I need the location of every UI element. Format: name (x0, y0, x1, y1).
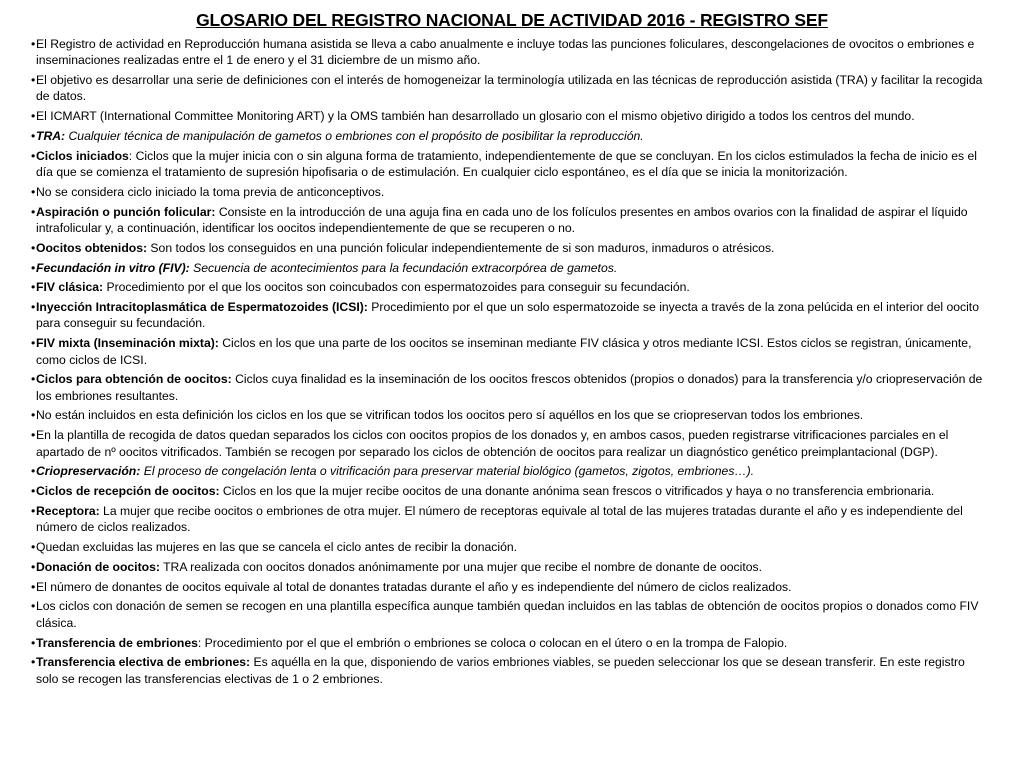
glossary-term: Receptora: (36, 503, 100, 518)
glossary-definition: Procedimiento por el que un solo espermatozoide se inyecta a través de la zona pelúcida en el interior del oocito para conseguir su fecundación. (36, 300, 979, 331)
bullet-icon: • (31, 428, 36, 443)
bullet-icon: • (31, 464, 36, 479)
glossary-item (31, 654, 988, 687)
glossary-term: Fecundación in vitro (FIV): (36, 260, 190, 275)
glossary-definition: El objetivo es desarrollar una serie de definiciones con el interés de homogeneizar la terminología utilizada en las técnicas de reproducción asistida (TRA) y facilitar la recogida de datos. (36, 73, 983, 104)
bullet-icon: • (31, 184, 36, 199)
glossary-definition: Procedimiento por el que los oocitos son coincubados con espermatozoides para conseguir su fecundación. (103, 280, 690, 295)
glossary-item (31, 371, 988, 404)
bullet-icon: • (31, 73, 36, 88)
bullet-icon: • (31, 579, 36, 594)
glossary-item (31, 108, 988, 124)
glossary-definition: Consiste en la introducción de una aguja fina en cada uno de los folículos presentes en ambos ovarios con la finalidad de aspirar el líquido intrafolicular y, a continuación, identificar los oocitos independientemente de que se recuperen o no. (36, 204, 968, 235)
glossary-item (31, 279, 988, 295)
glossary-item (31, 635, 988, 651)
glossary-definition: El ICMART (International Committee Monitoring ART) y la OMS también han desarrollado un glosario con el mismo objetivo dirigido a todos los centros del mundo. (36, 109, 915, 124)
glossary-definition: TRA realizada con oocitos donados anónimamente por una mujer que recibe el nombre de donante de oocitos. (159, 559, 763, 574)
glossary-definition: : Ciclos que la mujer inicia con o sin alguna forma de tratamiento, independientemente de que se concluyan. En los ciclos estimulados la fecha de inicio es el día que se comienza el tratamiento de supresión hipofisaria o de estimulación. En cualquier ciclo espontáneo, es el día que se inicia la monitorización. (36, 148, 977, 180)
bullet-icon: • (31, 599, 36, 614)
bullet-icon: • (31, 372, 36, 387)
glossary-definition: Secuencia de acontecimientos para la fecundación extracorpórea de gametos. (189, 260, 618, 275)
glossary-term: FIV mixta (Inseminación mixta): (36, 336, 219, 351)
glossary-term: Aspiración o punción folicular: (36, 204, 216, 219)
bullet-icon: • (31, 503, 36, 518)
glossary-item (31, 128, 988, 144)
glossary-item (31, 299, 988, 332)
glossary-item (31, 72, 988, 105)
glossary-definition: El Registro de actividad en Reproducción humana asistida se lleva a cabo anualmente e incluye todas las punciones foliculares, descongelaciones de ovocitos o embriones e inseminaciones realizadas entre el 1 de enero y el 31 diciembre de un mismo año. (36, 37, 975, 68)
glossary-definition: : Procedimiento por el que el embrión o embriones se coloca o colocan en el útero o en la trompa de Falopio. (197, 635, 788, 650)
glossary-item (31, 260, 988, 276)
glossary-term: Inyección Intracitoplasmática de Espermatozoides (ICSI): (36, 300, 368, 315)
bullet-icon: • (31, 260, 36, 275)
glossary-definition: El número de donantes de oocitos equivale al total de donantes tratadas durante el año y es independiente del número de ciclos realizados. (36, 579, 792, 594)
glossary-item (31, 579, 988, 595)
glossary-term: Ciclos de recepción de oocitos: (36, 484, 220, 499)
glossary-term: Ciclos iniciados (36, 148, 129, 163)
bullet-icon: • (31, 408, 36, 423)
glossary-item (31, 427, 988, 460)
bullet-icon: • (31, 204, 36, 219)
glossary-definition: La mujer que recibe oocitos o embriones de otra mujer. El número de receptoras equivale al total de las mujeres tratadas durante el año y es independiente del número de ciclos realizados. (36, 503, 963, 535)
glossary-item (31, 559, 988, 575)
glossary-term: Ciclos para obtención de oocitos: (36, 372, 232, 387)
glossary-definition: Ciclos cuya finalidad es la inseminación de los oocitos frescos obtenidos (propios o donados) para la transferencia y/o criopreservación de los embriones resultantes. (36, 372, 983, 403)
glossary-definition: Ciclos en los que la mujer recibe oocitos de una donante anónima sean frescos o vitrificados y haya o no transferencia embrionaria. (219, 484, 935, 499)
glossary-definition: No se considera ciclo iniciado la toma previa de anticonceptivos. (36, 184, 385, 199)
glossary-definition: No están incluidos en esta definición los ciclos en los que se vitrifican todos los oocitos pero sí aquéllos en los que se criopreservan todos los embriones. (36, 408, 864, 423)
bullet-icon: • (31, 128, 36, 143)
glossary-item (31, 335, 988, 368)
glossary-term: Criopreservación: (36, 464, 141, 479)
bullet-icon: • (31, 280, 36, 295)
glossary-term: Donación de oocitos: (36, 559, 160, 574)
glossary-definition: Los ciclos con donación de semen se recogen en una plantilla específica aunque también quedan incluidos en las tablas de obtención de oocitos propios o donados como FIV clásica. (36, 599, 979, 630)
bullet-icon: • (31, 655, 36, 670)
bullet-icon: • (31, 300, 36, 315)
glossary-term: Transferencia electiva de embriones: (36, 655, 251, 670)
glossary-item (31, 503, 988, 536)
bullet-icon: • (31, 37, 36, 51)
glossary-definition: Cualquier técnica de manipulación de gametos o embriones con el propósito de posibilitar la reproducción. (65, 128, 644, 143)
bullet-icon: • (31, 109, 36, 124)
glossary-list (31, 36, 988, 690)
glossary-definition: Es aquélla en la que, disponiendo de varios embriones viables, se pueden seleccionar los que se desean transferir. En este registro solo se recogen las transferencias electivas de 1 o 2 embriones. (36, 655, 965, 686)
glossary-item (31, 204, 988, 237)
glossary-item (31, 463, 988, 479)
glossary-term: TRA: (36, 128, 66, 143)
page-title: GLOSARIO DEL REGISTRO NACIONAL DE ACTIVIDAD 2016 - REGISTRO SEF (196, 10, 828, 30)
glossary-term: Oocitos obtenidos: (36, 240, 148, 255)
glossary-item (31, 539, 988, 555)
bullet-icon: • (31, 336, 36, 351)
bullet-icon: • (31, 148, 36, 163)
glossary-item (31, 483, 988, 499)
bullet-icon: • (31, 635, 36, 650)
glossary-item (31, 598, 988, 631)
glossary-term: Transferencia de embriones (36, 635, 198, 650)
glossary-item (31, 148, 988, 181)
glossary-item (31, 36, 988, 69)
glossary-definition: Son todos los conseguidos en una punción folicular independientemente de si son maduros, inmaduros o atrésicos. (147, 240, 775, 255)
glossary-definition: En la plantilla de recogida de datos quedan separados los ciclos con oocitos propios de los donados y, en ambos casos, pueden registrarse vitrificaciones parciales en el apartado de nº oocitos vitrificados. También se recogen por separado los ciclos de obtención de oocitos para realizar un diagnóstico genético preimplantacional (DGP). (36, 428, 949, 459)
glossary-item (31, 240, 988, 256)
glossary-term: FIV clásica: (36, 280, 104, 295)
glossary-definition: Ciclos en los que una parte de los oocitos se inseminan mediante FIV clásica y otros mediante ICSI. Estos ciclos se registran, únicamente, como ciclos de ICSI. (36, 336, 972, 367)
glossary-definition: Quedan excluidas las mujeres en las que se cancela el ciclo antes de recibir la donación. (36, 540, 518, 555)
bullet-icon: • (31, 240, 36, 255)
glossary-definition: El proceso de congelación lenta o vitrificación para preservar material biológico (gametos, zigotos, embriones…). (140, 464, 755, 479)
glossary-item (31, 407, 988, 423)
glossary-item (31, 184, 988, 200)
bullet-icon: • (31, 559, 36, 574)
bullet-icon: • (31, 540, 36, 555)
bullet-icon: • (31, 484, 36, 499)
